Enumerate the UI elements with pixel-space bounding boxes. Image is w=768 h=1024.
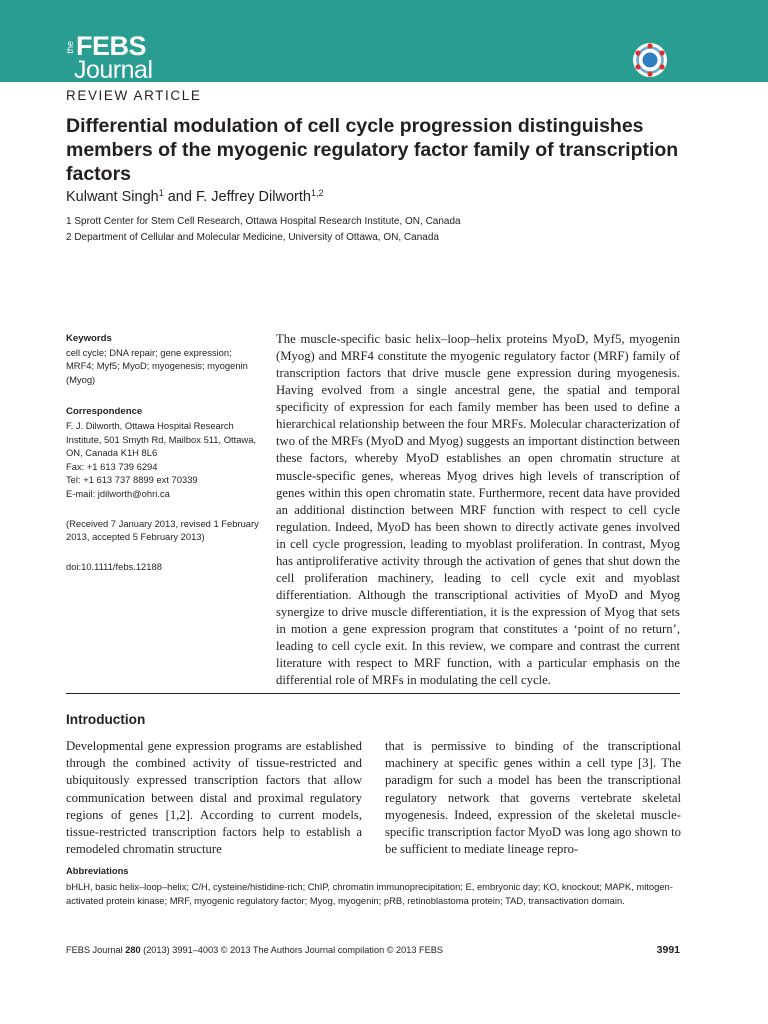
correspondence-heading: Correspondence — [66, 406, 143, 418]
author-line — [66, 188, 323, 205]
section-divider — [66, 693, 680, 694]
correspondence-text: F. J. Dilworth, Ottawa Hospital Research Institute, 501 Smyth Rd, Mailbox 511, Ottawa, ON, Canada K1H 8L6 Fax: +1 613 739 6294 Tel: +1 613 737 8899 ext 70339 E-mail: jdilworth@ohri.ca — [66, 419, 257, 499]
introduction-left-column: Developmental gene expression programs are established through the combined activity of tissue-restricted and ubiquitously expressed transcription factors that allow communication between distal and proximal regulatory regions of genes [1,2]. According to current models, tissue-restricted transcription factors help to establish a remodeled chromatin structure — [66, 739, 362, 857]
introduction-heading: Introduction — [66, 712, 146, 727]
journal-banner — [0, 0, 768, 82]
affiliation-1: 1 Sprott Center for Stem Cell Research, Ottawa Hospital Research Institute, ON, Canada — [66, 216, 461, 227]
article-type-label: REVIEW ARTICLE — [66, 88, 202, 103]
footer-citation — [66, 945, 443, 955]
logo-the-text: the — [65, 41, 75, 54]
page-number: 3991 — [656, 944, 680, 956]
febs-journal-logo — [65, 31, 186, 84]
author-affiliation-marker: 1,2 — [310, 188, 324, 198]
author-name: F. Jeffrey Dilworth — [195, 189, 311, 205]
footer-volume: 280 — [125, 945, 141, 955]
author-connector: and — [163, 189, 196, 205]
footer-journal-name: FEBS Journal — [66, 945, 126, 955]
article-sidebar — [66, 332, 262, 573]
footer-citation-rest: (2013) 3991–4003 © 2013 The Authors Journal compilation © 2013 FEBS — [140, 945, 444, 955]
affiliation-2: 2 Department of Cellular and Molecular Medicine, University of Ottawa, ON, Canada — [66, 232, 439, 243]
abbreviations-heading: Abbreviations — [66, 865, 129, 876]
author-name: Kulwant Singh — [66, 189, 159, 205]
received-dates: (Received 7 January 2013, revised 1 February 2013, accepted 5 February 2013) — [66, 517, 259, 543]
logo-journal-text: Journal — [74, 56, 153, 84]
keywords-text: cell cycle; DNA repair; gene expression; MRF4; Myf5; MyoD; myogenesis; myogenin (Myog) — [66, 346, 248, 385]
introduction-right-column: that is permissive to binding of the transcriptional machinery at specific genes within a cell type [3]. The paradigm for such a model has been the transcriptional regulatory network that governs vertebrate skeletal myogenesis. Indeed, expression of the skeletal muscle-specific transcription factor MyoD was long ago shown to be sufficient to mediate lineage repro- — [385, 739, 681, 857]
logo-febs-text: FEBS — [76, 31, 147, 61]
doi-text: doi:10.1111/febs.12188 — [66, 560, 162, 572]
abbreviations-text: bHLH, basic helix–loop–helix; C/H, cysteine/histidine-rich; ChIP, chromatin immunoprecipitation; E, embryonic day; KO, knockout; MAPK, mitogen-activated protein kinase; MRF, myogenic regulatory factor; Myog, myogenin; pRB, retinoblastoma protein; TAD, transactivation domain. — [66, 881, 673, 906]
keywords-heading: Keywords — [66, 333, 112, 344]
febs-emblem-icon — [631, 41, 669, 79]
author-affiliation-marker: 1 — [158, 188, 164, 198]
article-title: Differential modulation of cell cycle progression distinguishes members of the myogenic regulatory factor family of transcription factors — [66, 115, 679, 185]
abstract-text: The muscle-specific basic helix–loop–helix proteins MyoD, Myf5, myogenin (Myog) and MRF4 constitute the myogenic regulatory factor (MRF) family of transcription factors that drive muscle gene expression during myogenesis. Having evolved from a single ancestral gene, the spatial and temporal specificity of expression for each family member has been used to define a hierarchical relationship between the four MRFs. Molecular characterization of two of the MRFs (MyoD and Myog) suggests an important distinction between these factors, whereby MyoD establishes an open chromatin structure at muscle-specific genes, whereas Myog drives high levels of transcription of genes within this open chromatin state. Furthermore, recent data have provided an additional distinction between MRF function with respect to cell cycle regulation. Indeed, MyoD has been shown to directly activate genes involved in cell cycle progression, leading to myoblast proliferation. In contrast, Myog has antiproliferative activity through the activation of genes that shut down the cell proliferation machinery, leading to cell cycle exit and myoblast differentiation. Although the transcriptional activities of MyoD and Myog synergize to drive muscle differentiation, it is the expression of Myog that sets in motion a gene expression program that constitutes a ‘point of no return’, leading to cell cycle exit. In this review, we compare and contrast the current literature with respect to MRF function, with a particular emphasis on the differential role of MRFs in modulating the cell cycle. — [276, 332, 680, 688]
